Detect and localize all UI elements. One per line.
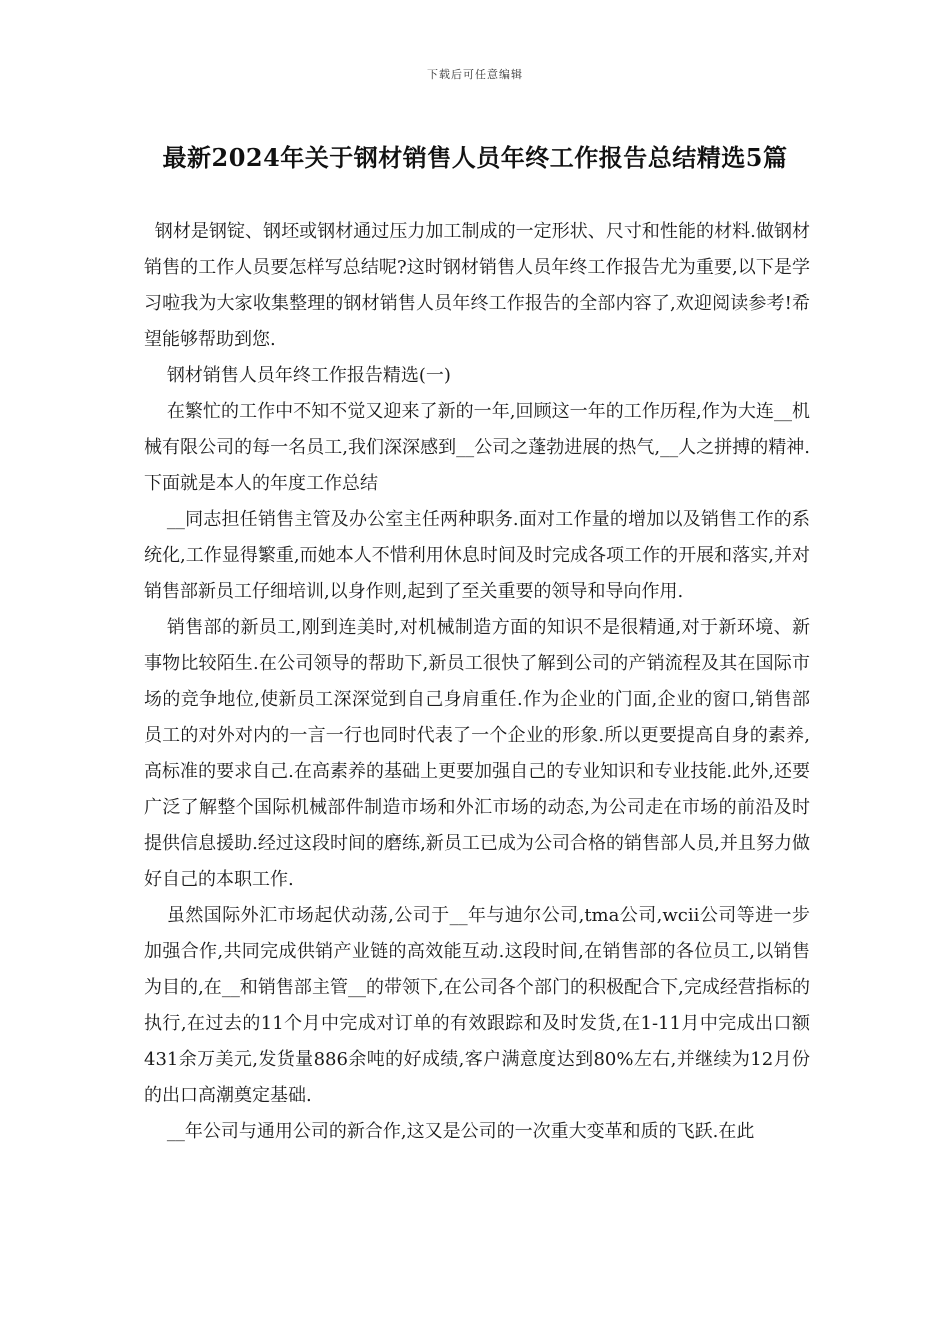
paragraph: 虽然国际外汇市场起伏动荡,公司于__年与迪尔公司,tma公司,wcii公司等进一步加强合作,共同完成供销产业链的高效能互动.这段时间,在销售部的各位员工,以销售为目的,在__和销售部主管__的带领下,在公司各个部门的积极配合下,完成经营指标的执行,在过去的11个月中完成对订单的有效跟踪和及时发货,在1-11月中完成出口额431余万美元,发货量886余吨的好成绩,客户满意度达到80%左右,并继续为12月份的出口高潮奠定基础.	[144, 905, 810, 1106]
document-title: 最新2024年关于钢材销售人员年终工作报告总结精选5篇	[162, 143, 788, 172]
section-heading: 钢材销售人员年终工作报告精选(一)	[166, 365, 451, 386]
document-body	[144, 214, 810, 1150]
paragraph-intro: 钢材是钢锭、钢坯或钢材通过压力加工制成的一定形状、尺寸和性能的材料.做钢材销售的工作人员要怎样写总结呢?这时钢材销售人员年终工作报告尤为重要,以下是学习啦我为大家收集整理的钢材销售人员年终工作报告的全部内容了,欢迎阅读参考!希望能够帮助到您.	[144, 221, 810, 350]
paragraph: 销售部的新员工,刚到连美时,对机械制造方面的知识不是很精通,对于新环境、新事物比较陌生.在公司领导的帮助下,新员工很快了解到公司的产销流程及其在国际市场的竞争地位,使新员工深深觉到自己身肩重任.作为企业的门面,企业的窗口,销售部员工的对外对内的一言一行也同时代表了一个企业的形象.所以更要提高自身的素养,高标准的要求自己.在高素养的基础上更要加强自己的专业知识和专业技能.此外,还要广泛了解整个国际机械部件制造市场和外汇市场的动态,为公司走在市场的前沿及时提供信息援助.经过这段时间的磨练,新员工已成为公司合格的销售部人员,并且努力做好自己的本职工作.	[144, 617, 810, 890]
header-note: 下载后可任意编辑	[427, 68, 523, 81]
paragraph: __年公司与通用公司的新合作,这又是公司的一次重大变革和质的飞跃.在此	[166, 1121, 755, 1142]
paragraph: 在繁忙的工作中不知不觉又迎来了新的一年,回顾这一年的工作历程,作为大连__机械有限公司的每一名员工,我们深深感到__公司之蓬勃进展的热气,__人之拼搏的精神.下面就是本人的年度工作总结	[144, 401, 810, 494]
paragraph: __同志担任销售主管及办公室主任两种职务.面对工作量的增加以及销售工作的系统化,工作显得繁重,而她本人不惜利用休息时间及时完成各项工作的开展和落实,并对销售部新员工仔细培训,以身作则,起到了至关重要的领导和导向作用.	[144, 509, 810, 602]
